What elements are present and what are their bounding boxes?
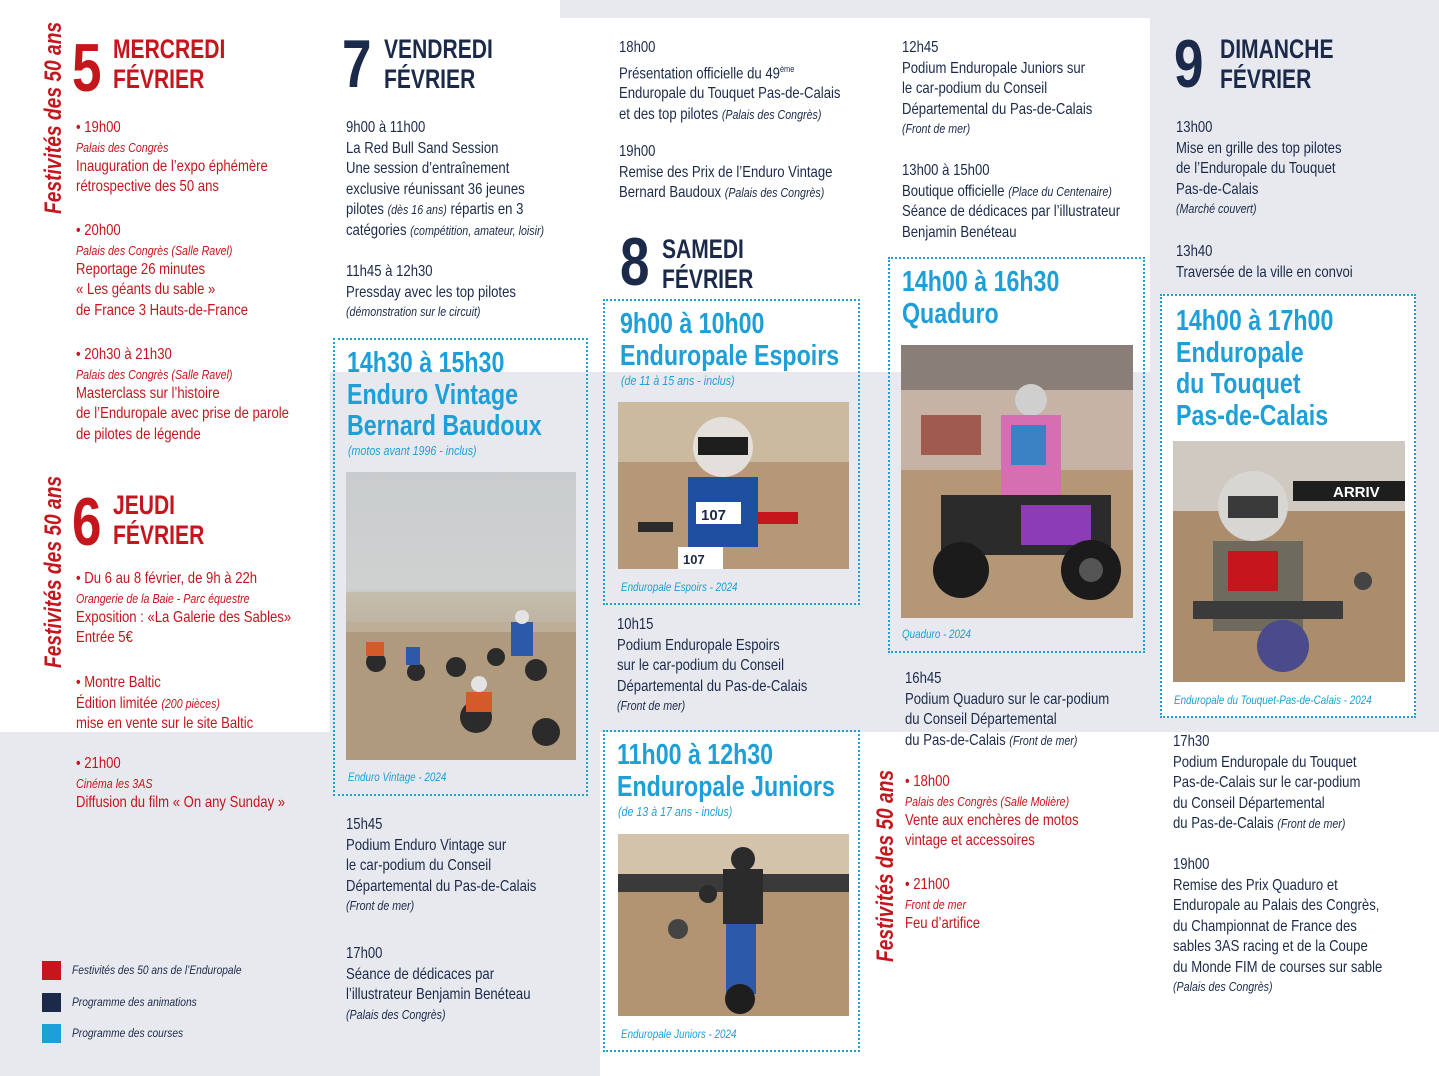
photo-quaduro <box>901 345 1133 618</box>
event-line-note: (200 pièces) <box>161 695 220 711</box>
race-box-enduropale-juniors <box>603 730 860 1052</box>
event-time: 15h45 <box>346 816 383 833</box>
race-name: du Touquet <box>1176 368 1301 400</box>
event-line: du Conseil Départemental <box>905 711 1057 728</box>
event-place: Palais des Congrès <box>76 139 169 155</box>
event-col2-1 <box>346 118 544 241</box>
event-col3-2 <box>619 142 832 204</box>
race-box-title <box>620 309 839 372</box>
event-line-note: (Front de mer) <box>1009 732 1078 748</box>
event-line: vintage et accessoires <box>905 832 1035 849</box>
photo-enduropale-juniors <box>618 834 849 1016</box>
race-box-subtitle: (motos avant 1996 - inclus) <box>348 443 477 458</box>
event-line: l’illustrateur Benjamin Benéteau <box>346 986 531 1003</box>
event-line-note: (dès 16 ans) <box>387 202 447 217</box>
day-weekday: VENDREDI <box>384 34 493 64</box>
event-col1-2 <box>76 221 248 321</box>
event-line: Remise des Prix de l’Enduro Vintage <box>619 163 833 181</box>
photo-quaduro-scene <box>901 345 1133 618</box>
event-place: Palais des Congrès (Salle Ravel) <box>76 366 233 382</box>
event-line: Une session d’entraînement <box>346 160 510 177</box>
event-col2-4 <box>346 944 531 1024</box>
race-time: 14h30 à 15h30 <box>347 347 505 379</box>
event-line: Remise des Prix Quaduro et <box>1173 876 1338 894</box>
event-time: 17h30 <box>1173 733 1210 750</box>
event-place: (démonstration sur le circuit) <box>346 304 481 319</box>
event-line: Pas-de-Calais <box>1176 180 1259 198</box>
event-time: 16h45 <box>905 670 942 687</box>
event-line: le car-podium du Conseil <box>902 80 1048 97</box>
event-col1-4 <box>76 569 291 649</box>
day-number-5: 5 <box>72 30 100 106</box>
photo-enduropale-touquet <box>1173 441 1405 682</box>
event-line: du Monde FIM de courses sur sable <box>1173 958 1383 976</box>
legend-label-races: Programme des courses <box>72 1026 184 1040</box>
event-line: Exposition : «La Galerie des Sables» <box>76 608 292 626</box>
day-name-8 <box>662 234 753 294</box>
event-line: de France 3 Hauts-de-France <box>76 301 249 319</box>
legend-swatch-animations <box>42 993 61 1012</box>
event-line: Séance de dédicaces par <box>346 965 495 983</box>
event-line: mise en vente sur le site Baltic <box>76 715 254 732</box>
event-place: (Palais des Congrès) <box>346 1006 446 1022</box>
event-time: 13h00 <box>1176 119 1213 136</box>
event-time: 17h00 <box>346 945 383 962</box>
event-line-part: du Pas-de-Calais <box>905 731 1010 749</box>
race-name: Pas-de-Calais <box>1176 399 1329 432</box>
day-weekday: MERCREDI <box>113 34 226 64</box>
event-col5-1 <box>1176 118 1342 218</box>
race-name: Enduro Vintage <box>347 378 519 411</box>
event-line-note: (Palais des Congrès) <box>724 185 825 200</box>
day-number-6: 6 <box>72 484 100 560</box>
event-line-note: (compétition, amateur, loisir) <box>410 222 545 238</box>
photo-enduropale-espoirs <box>618 402 849 569</box>
event-col4-5 <box>905 875 980 934</box>
event-line-part: Bernard Baudoux <box>619 184 725 201</box>
event-line <box>902 182 1120 203</box>
event-line-part: du Pas-de-Calais <box>1173 815 1278 832</box>
event-time: 10h15 <box>617 616 654 633</box>
vertical-label-festivities-1: Festivités des 50 ans <box>40 21 67 214</box>
event-line: Traversée de la ville en convoi <box>1176 263 1353 281</box>
event-col1-6 <box>76 754 285 813</box>
event-col1-1 <box>76 118 268 198</box>
legend-swatch-races <box>42 1024 61 1043</box>
event-col1-3 <box>76 345 289 445</box>
race-name: Quaduro <box>902 297 999 330</box>
event-time: • 20h30 à 21h30 <box>76 345 289 366</box>
event-line: Feu d’artifice <box>905 914 981 932</box>
event-line: de pilotes de légende <box>76 425 201 443</box>
photo-caption: Enduropale Juniors - 2024 <box>621 1027 737 1041</box>
event-line <box>619 183 832 204</box>
race-name: Enduropale Espoirs <box>620 339 840 372</box>
day-name-7 <box>384 34 493 94</box>
arrival-banner-text: ARRIV <box>1333 484 1380 501</box>
event-place: Orangerie de la Baie - Parc équestre <box>76 590 250 606</box>
event-place: Cinéma les 3AS <box>76 775 153 791</box>
event-time: 19h00 <box>1173 856 1210 873</box>
race-time: 14h00 à 16h30 <box>902 266 1060 298</box>
event-col3-3 <box>617 615 807 715</box>
event-line: Inauguration de l’expo éphémère <box>76 157 268 175</box>
day-weekday: SAMEDI <box>662 234 744 264</box>
event-line: Benjamin Benéteau <box>902 223 1017 241</box>
event-line: du Championnat de France des <box>1173 917 1357 935</box>
event-line: Reportage 26 minutes <box>76 260 206 278</box>
event-line-part: Édition limitée <box>76 694 162 712</box>
photo-caption: Enduropale du Touquet-Pas-de-Calais - 2024 <box>1174 693 1372 707</box>
race-box-subtitle: (de 13 à 17 ans - inclus) <box>618 804 733 819</box>
event-line: Enduropale du Touquet Pas-de-Calais <box>619 85 841 103</box>
event-col5-2 <box>1176 242 1353 283</box>
event-line-part: Boutique officielle <box>902 182 1009 200</box>
day-month: FÉVRIER <box>662 264 754 294</box>
event-place: (Marché couvert) <box>1176 201 1257 216</box>
bib-number-plate: 107 <box>683 552 705 567</box>
event-line <box>619 59 840 85</box>
day-number-8: 8 <box>620 224 648 300</box>
event-line: La Red Bull Sand Session <box>346 139 499 157</box>
race-box-title <box>347 348 542 443</box>
event-place: (Front de mer) <box>902 121 971 136</box>
legend-swatch-festivities <box>42 961 61 980</box>
race-name: Enduropale <box>1176 336 1304 369</box>
event-col4-4 <box>905 772 1079 852</box>
event-place: (Front de mer) <box>346 898 415 913</box>
event-place: Palais des Congrès (Salle Molière) <box>905 793 1070 809</box>
day-name-5 <box>113 34 225 94</box>
race-box-enduropale-touquet <box>1160 294 1416 718</box>
event-line: Podium Enduropale du Touquet <box>1173 753 1357 771</box>
event-line: « Les géants du sable » <box>76 281 216 298</box>
event-line: du Conseil Départemental <box>1173 794 1325 812</box>
bib-number: 107 <box>701 507 727 524</box>
photo-caption: Enduropale Espoirs - 2024 <box>621 580 738 594</box>
race-box-enduro-vintage <box>333 338 588 796</box>
day-month: FÉVRIER <box>1220 64 1312 94</box>
race-name: Bernard Baudoux <box>347 410 542 442</box>
event-line: Vente aux enchères de motos <box>905 811 1079 829</box>
event-time: • 18h00 <box>905 772 1079 793</box>
event-line-part: répartis en 3 <box>446 201 524 218</box>
day-weekday: DIMANCHE <box>1220 34 1334 64</box>
ordinal-suffix: ème <box>779 63 795 74</box>
vertical-label-festivities-2: Festivités des 50 ans <box>40 475 67 668</box>
event-col4-2 <box>902 161 1120 243</box>
event-line: Départemental du Pas-de-Calais <box>346 877 537 895</box>
day-name-9 <box>1220 34 1333 94</box>
event-place: (Front de mer) <box>617 698 686 713</box>
event-line-part: et des top pilotes <box>619 105 722 123</box>
race-box-subtitle: (de 11 à 15 ans - inclus) <box>621 373 735 388</box>
photo-espoirs-scene <box>618 402 849 569</box>
event-time: 13h40 <box>1176 243 1213 260</box>
vertical-label-festivities-3: Festivités des 50 ans <box>872 769 899 962</box>
race-box-title <box>617 740 835 803</box>
race-box-title <box>1176 306 1333 432</box>
event-time: • 19h00 <box>76 118 268 139</box>
event-line-note: (Front de mer) <box>1277 816 1346 831</box>
photo-enduro-vintage-scene <box>346 472 576 760</box>
event-col2-3 <box>346 815 536 915</box>
race-box-enduropale-espoirs <box>603 299 860 605</box>
event-place: Palais des Congrès (Salle Ravel) <box>76 242 233 258</box>
event-line: Enduropale au Palais des Congrès, <box>1173 897 1380 914</box>
event-line: Podium Enduropale Espoirs <box>617 636 780 654</box>
photo-enduro-vintage <box>346 472 576 760</box>
event-line <box>1173 814 1360 835</box>
day-number-7: 7 <box>342 26 370 102</box>
event-line: de l’Enduropale du Touquet <box>1176 160 1336 177</box>
event-line <box>346 221 544 242</box>
event-time: • 20h00 <box>76 221 248 242</box>
event-line-part: catégories <box>346 221 411 239</box>
day-month: FÉVRIER <box>113 64 205 94</box>
event-line-part: Présentation officielle du 49 <box>619 64 780 82</box>
event-col3-1 <box>619 38 840 125</box>
event-line-note: (Place du Centenaire) <box>1008 183 1112 199</box>
event-line: Diffusion du film « On any Sunday » <box>76 793 286 811</box>
day-month: FÉVRIER <box>384 64 476 94</box>
event-line: sables 3AS racing et de la Coupe <box>1173 938 1368 955</box>
race-time: 9h00 à 10h00 <box>620 308 765 340</box>
event-line: Pressday avec les top pilotes <box>346 283 516 301</box>
event-line <box>76 694 253 715</box>
event-line: Départemental du Pas-de-Calais <box>902 100 1093 118</box>
event-line: rétrospective des 50 ans <box>76 178 219 195</box>
background-band-top-right <box>560 0 1439 18</box>
event-line: Masterclass sur l’histoire <box>76 384 220 402</box>
event-line-note: (Palais des Congrès) <box>721 106 822 122</box>
event-line: exclusive réunissant 36 jeunes <box>346 180 525 198</box>
day-name-6 <box>113 490 204 550</box>
photo-juniors-scene <box>618 834 849 1016</box>
race-box-quaduro <box>888 257 1145 653</box>
event-line: de l’Enduropale avec prise de parole <box>76 405 289 422</box>
event-time: 9h00 à 11h00 <box>346 119 426 136</box>
event-line: Départemental du Pas-de-Calais <box>617 677 808 695</box>
event-time: 13h00 à 15h00 <box>902 162 990 179</box>
photo-caption: Enduro Vintage - 2024 <box>348 770 447 784</box>
event-col4-1 <box>902 38 1092 138</box>
event-col4-3 <box>905 669 1109 751</box>
event-place: Front de mer <box>905 896 967 912</box>
event-time: 12h45 <box>902 39 939 56</box>
event-line: Mise en grille des top pilotes <box>1176 139 1342 157</box>
event-col5-4 <box>1173 855 1382 996</box>
event-line: sur le car-podium du Conseil <box>617 657 784 674</box>
event-line <box>619 105 840 126</box>
event-time: • 21h00 <box>905 875 980 896</box>
event-line: Podium Enduropale Juniors sur <box>902 59 1086 77</box>
race-box-title <box>902 267 1059 330</box>
day-number-9: 9 <box>1174 26 1202 102</box>
event-line <box>905 731 1109 752</box>
event-line: le car-podium du Conseil <box>346 857 492 874</box>
day-month: FÉVRIER <box>113 520 205 550</box>
legend-label-animations: Programme des animations <box>72 995 197 1009</box>
event-time: 18h00 <box>619 39 656 56</box>
event-time: • Montre Baltic <box>76 673 253 694</box>
event-line: Pas-de-Calais sur le car-podium <box>1173 774 1361 791</box>
event-time: 11h45 à 12h30 <box>346 263 433 280</box>
legend-label-festivities: Festivités des 50 ans de l’Enduropale <box>72 963 242 977</box>
event-col5-3 <box>1173 732 1360 835</box>
event-line: Séance de dédicaces par l’illustrateur <box>902 203 1121 220</box>
event-time: • Du 6 au 8 février, de 9h à 22h <box>76 569 291 590</box>
day-weekday: JEUDI <box>113 490 176 520</box>
event-line: Podium Quaduro sur le car-podium <box>905 690 1110 708</box>
event-line: Podium Enduro Vintage sur <box>346 836 507 854</box>
race-name: Enduropale Juniors <box>617 770 835 803</box>
event-col2-2 <box>346 262 516 321</box>
event-line: Entrée 5€ <box>76 629 133 646</box>
event-time: • 21h00 <box>76 754 285 775</box>
race-time: 14h00 à 17h00 <box>1176 305 1334 337</box>
race-time: 11h00 à 12h30 <box>617 739 774 771</box>
event-place: (Palais des Congrès) <box>1173 979 1273 994</box>
photo-caption: Quaduro - 2024 <box>902 627 971 641</box>
photo-touquet-scene <box>1173 441 1405 682</box>
event-col1-5 <box>76 673 253 735</box>
event-line-part: pilotes <box>346 201 388 218</box>
event-time: 19h00 <box>619 143 656 160</box>
event-line <box>346 200 544 221</box>
